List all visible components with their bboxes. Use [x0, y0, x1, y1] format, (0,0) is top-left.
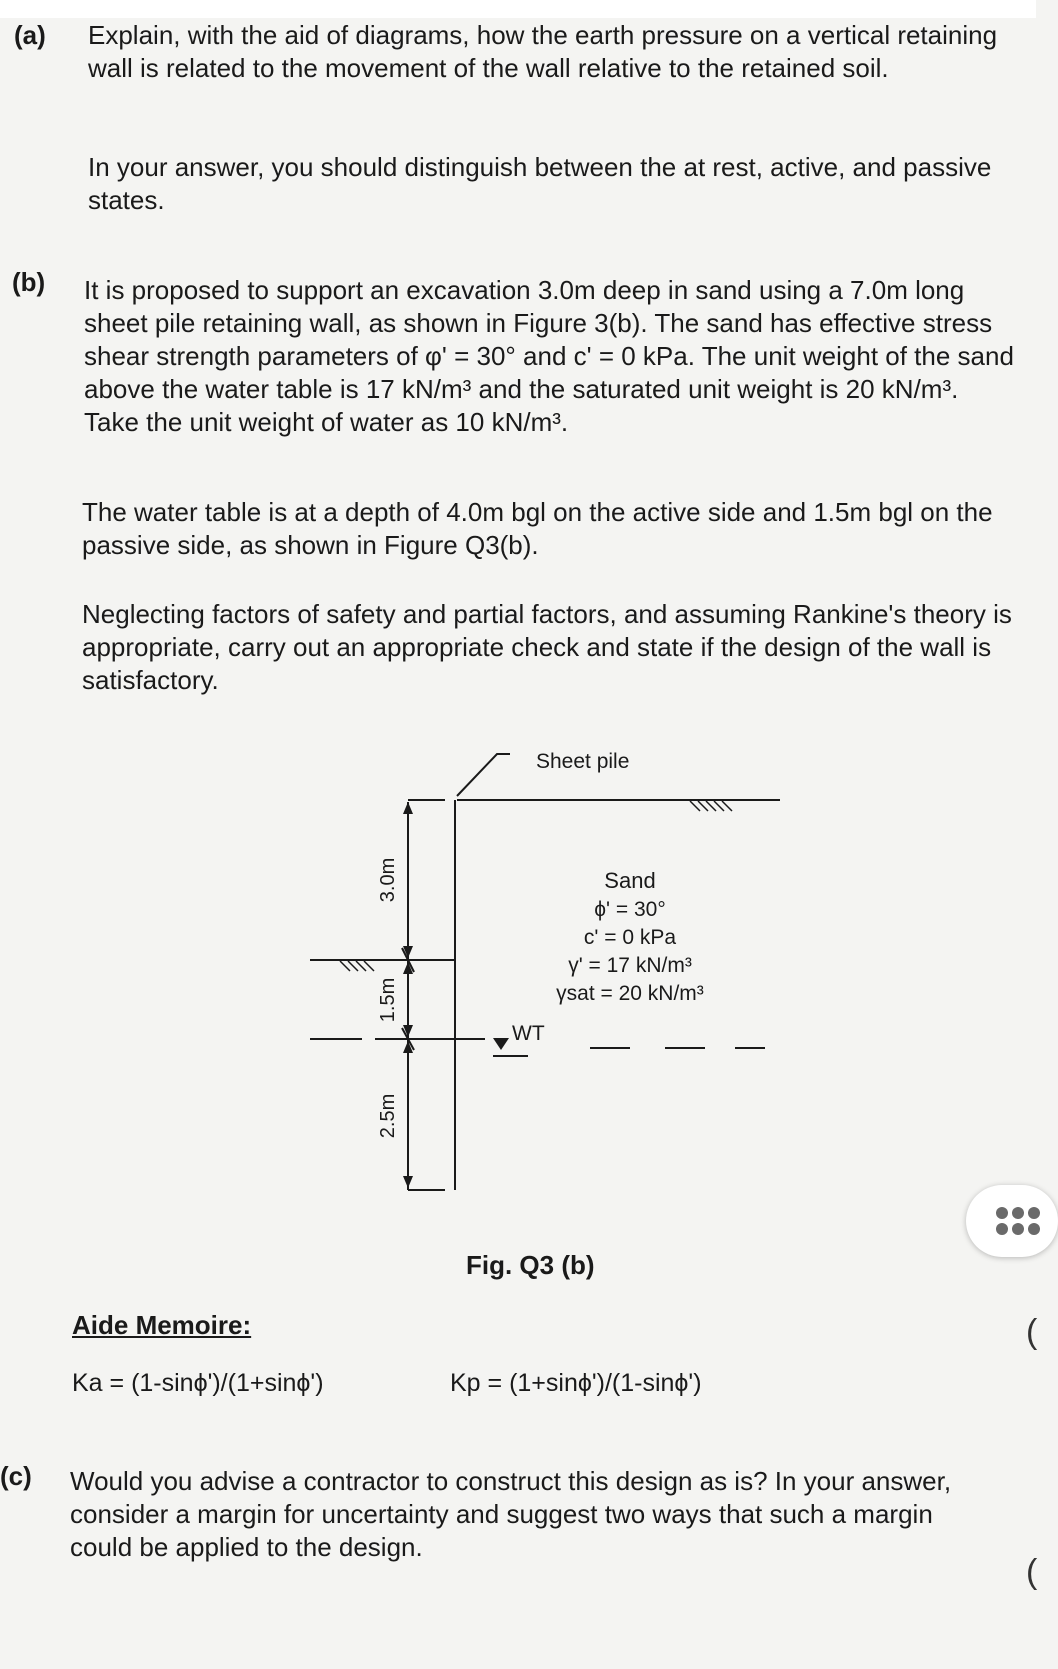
- dimension-1-5m: 1.5m: [377, 977, 399, 1023]
- edge-glyph-1: (: [1026, 1313, 1038, 1351]
- part-b-paragraph-2: The water table is at a depth of 4.0m bgl on the active side and 1.5m bgl on the passive side, as shown in Figure Q3(b).: [82, 497, 993, 560]
- figure-caption: Fig. Q3 (b): [466, 1250, 595, 1280]
- unit-weight-value: γ' = 17 kN/m³: [568, 954, 692, 977]
- part-b-paragraph-3: Neglecting factors of safety and partial factors, and assuming Rankine's theory is appropriate, carry out an appropriate check and state if the design of the wall is satisfactory.: [82, 599, 1012, 695]
- top-strip: [0, 0, 1036, 18]
- saturated-unit-weight-value: γsat = 20 kN/m³: [556, 982, 704, 1005]
- edge-glyph-2: (: [1026, 1553, 1038, 1591]
- part-a-paragraph-1: Explain, with the aid of diagrams, how the earth pressure on a vertical retaining wall is related to the movement of the wall relative to the retained soil.: [88, 20, 998, 83]
- dimension-2-5m: 2.5m: [377, 1093, 399, 1139]
- part-b-label: (b): [12, 267, 46, 297]
- question-page: [0, 18, 1036, 1669]
- water-table-label: WT: [512, 1022, 545, 1045]
- more-options-button[interactable]: [966, 1185, 1058, 1257]
- dimension-3m: 3.0m: [377, 857, 399, 903]
- sheet-pile-leader: [457, 754, 510, 796]
- cohesion-value: c' = 0 kPa: [583, 926, 677, 949]
- water-table-icon: [493, 1038, 509, 1050]
- sheet-pile-diagram: [290, 738, 810, 1228]
- sand-title: Sand: [604, 868, 656, 893]
- part-b-paragraph-1: It is proposed to support an excavation 3.0m deep in sand using a 7.0m long sheet pile retaining wall, as shown in Figure 3(b). The sand has effective stress shear strength parameters of φ' = 30° and c' = 0 kPa. The unit weight of the sand above the water table is 17 kN/m³ and the saturated unit weight is 20 kN/m³. Take the unit weight of water as 10 kN/m³.: [84, 275, 1014, 437]
- part-a-paragraph-2: In your answer, you should distinguish between the at rest, active, and passive states.: [88, 152, 992, 215]
- ka-formula: Ka = (1-sinϕ')/(1+sinϕ'): [72, 1369, 324, 1397]
- part-c-label: (c): [0, 1461, 32, 1491]
- part-a-label: (a): [14, 20, 46, 50]
- part-c-paragraph: Would you advise a contractor to construct this design as is? In your answer, consider a margin for uncertainty and suggest two ways that such a margin could be applied to the design.: [70, 1466, 952, 1562]
- aide-memoire-title: Aide Memoire:: [72, 1310, 252, 1340]
- kp-formula: Kp = (1+sinϕ')/(1-sinϕ'): [450, 1369, 702, 1397]
- sheet-pile-label: Sheet pile: [536, 750, 630, 773]
- phi-value: ϕ' = 30°: [594, 898, 666, 921]
